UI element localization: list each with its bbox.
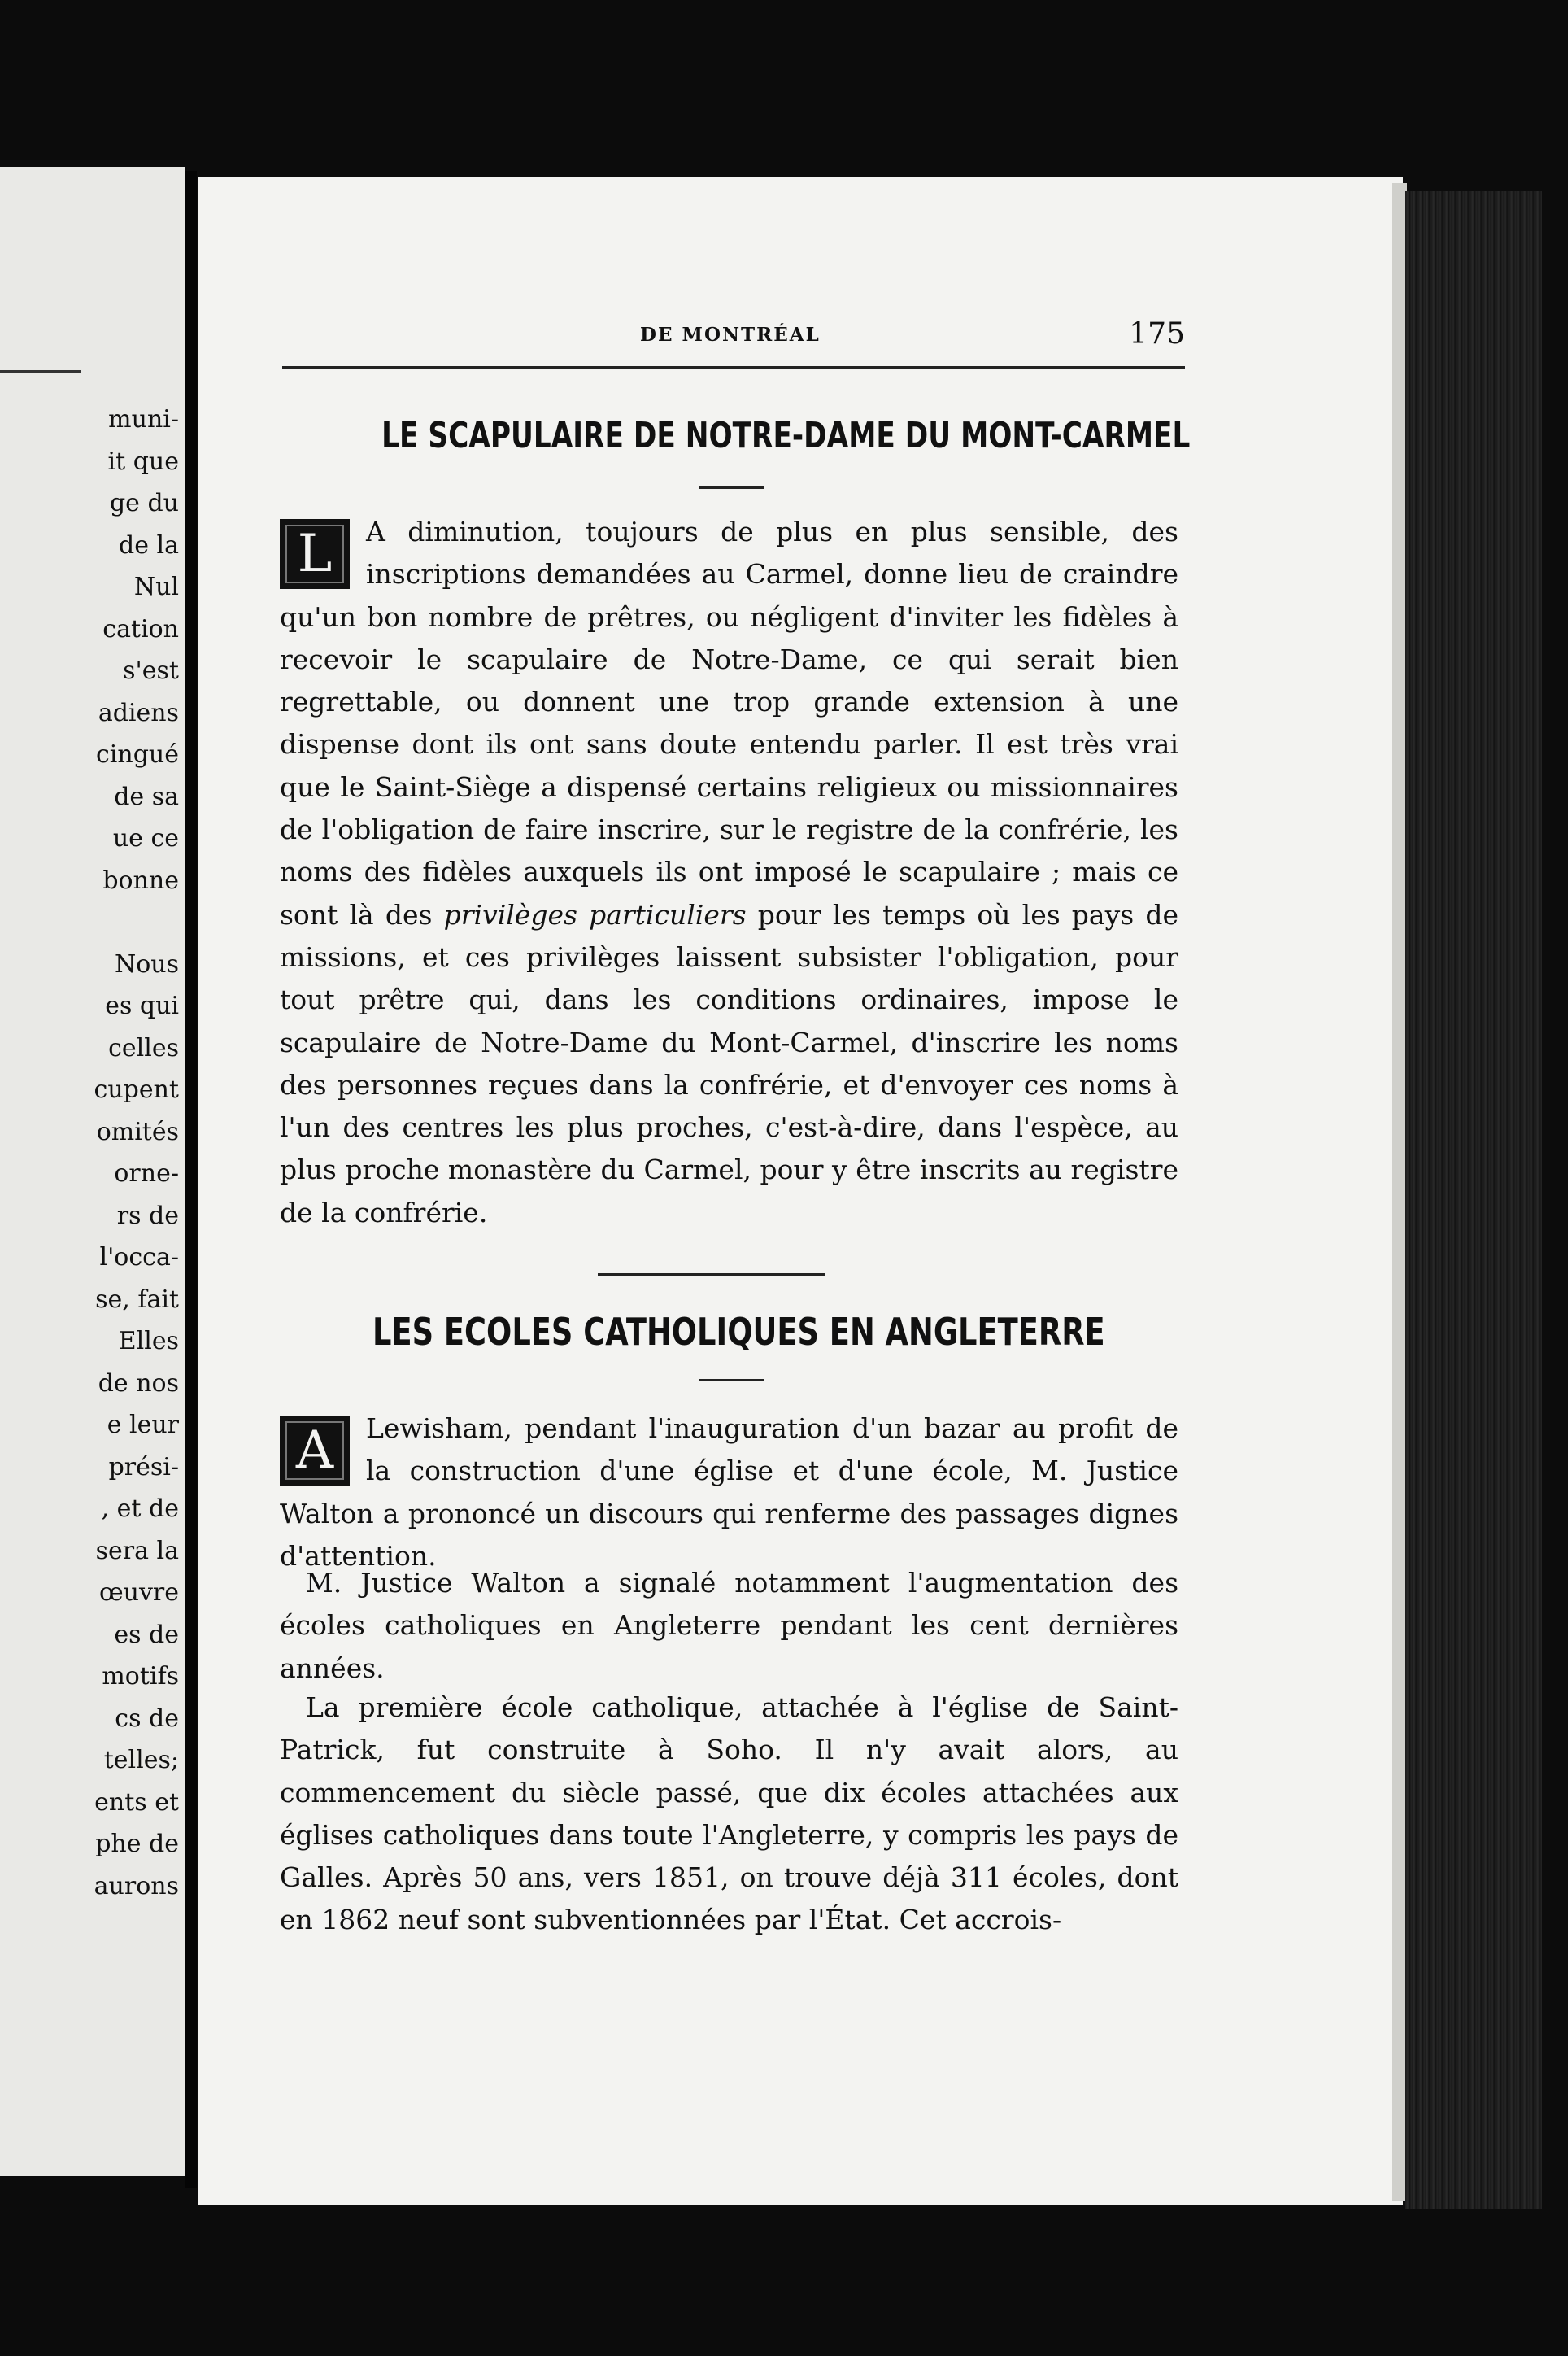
running-head: DE MONTRÉAL [640, 324, 821, 346]
left-page-line: e leur [107, 1411, 179, 1439]
left-page-line: cupent [94, 1075, 179, 1104]
left-page-line: Elles [118, 1327, 179, 1355]
left-page-line: rs de [116, 1201, 179, 1230]
left-page-text [16, 399, 179, 1907]
left-page-line: bonne [102, 866, 179, 895]
left-page-line: l'occa- [99, 1243, 179, 1272]
page-stack-edge [1405, 191, 1542, 2209]
left-page-line [16, 901, 179, 944]
left-page-line: orne- [114, 1159, 179, 1188]
left-page-line: ge du [109, 489, 179, 517]
body-text: Lewisham, pendant l'inauguration d'un bazar au profit de la construction d'une église et d'une école, M. Justice Walton a prononcé un discours qui renferme des passages dignes d'attention. [280, 1412, 1178, 1572]
italic-phrase: privilèges particuliers [443, 898, 747, 931]
title-underline [699, 1379, 764, 1381]
left-page-line: de la [119, 530, 179, 560]
left-page [0, 167, 185, 2176]
left-page-line: Nous [114, 949, 179, 979]
left-page-line: cingué [96, 740, 179, 769]
left-page-line: muni- [108, 405, 179, 434]
left-page-line: celles [108, 1033, 179, 1062]
left-page-line: ue ce [112, 824, 179, 853]
section-separator [598, 1273, 825, 1276]
left-page-line: aurons [94, 1871, 179, 1900]
page-header [282, 317, 1185, 356]
left-page-line: , et de [101, 1494, 179, 1523]
left-page-line: Nul [133, 573, 179, 601]
left-page-line: es qui [105, 992, 179, 1020]
left-page-line: ents et [94, 1787, 179, 1817]
left-page-line: omités [96, 1117, 179, 1146]
body-text: pour les temps où les pays de missions, et ces privilèges laissent subsister l'obligation, pour tout prêtre qui, dans les conditions ordinaires, impose le scapulaire de Notre-Dame du Mont-Carmel, d'inscrire les noms des personnes reçues dans la confrérie, et d'envoyer ces noms à l'un des centres les plus proches, c'est-à-dire, dans l'espèce, au plus proche monastère du Carmel, pour y être inscrits au registre de la confrérie. [280, 898, 1178, 1228]
paragraph [280, 1407, 1178, 1577]
left-page-line: es de [114, 1620, 179, 1649]
left-page-rule [0, 370, 81, 373]
left-page-line: cs de [115, 1704, 179, 1733]
paragraph: M. Justice Walton a signalé notamment l'augmentation des écoles catholiques en Angleterre pendant les cent dernières années. [280, 1567, 1178, 1684]
article-body-scapulaire [280, 511, 1178, 1234]
article-title-scapulaire: LE SCAPULAIRE DE NOTRE-DAME DU MONT-CARMEL [381, 415, 1191, 456]
left-page-line: de sa [114, 782, 179, 811]
page-number: 175 [1129, 317, 1185, 351]
body-text: A diminution, toujours de plus en plus sensible, des inscriptions demandées au Carmel, donne lieu de craindre qu'un bon nombre de prêtres, ou négligent d'inviter les fidèles à recevoir le scapulaire de Notre-Dame, ce qui serait bien regrettable, ou donnent une trop grande extension à une dispense dont ils ont sans doute entendu parler. Il est très vrai que le Saint-Siège a dispensé certains religieux ou missionnaires de l'obligation de faire inscrire, sur le registre de la confrérie, les noms des fidèles auxquels ils ont imposé le scapulaire ; mais ce sont là des [280, 516, 1178, 931]
left-page-line: it que [107, 447, 179, 476]
left-page-line: telles; [103, 1746, 179, 1774]
left-page-line: se, fait [95, 1285, 179, 1314]
left-page-line: s'est [123, 657, 179, 685]
left-page-line: sera la [95, 1536, 179, 1565]
left-page-line: prési- [108, 1452, 179, 1481]
left-page-line: adiens [98, 698, 179, 727]
dropcap-a: A [280, 1416, 350, 1486]
title-underline [699, 486, 764, 489]
gutter [185, 171, 197, 2188]
dropcap-l: L [280, 519, 350, 589]
left-page-line: œuvre [98, 1578, 179, 1607]
left-page-line: cation [102, 614, 179, 644]
left-page-line: phe de [95, 1830, 179, 1858]
left-page-line: de nos [98, 1368, 179, 1398]
paragraph: La première école catholique, attachée à l'église de Saint-Patrick, fut construite à Soho. Il n'y avait alors, au commencement du siècle passé, que dix écoles attachées aux églises catholiques dans toute l'Angleterre, y compris les pays de Galles. Après 50 ans, vers 1851, on trouve déjà 311 écoles, dont en 1862 neuf sont subventionnées par l'État. Cet accrois- [280, 1691, 1178, 1936]
left-page-line: motifs [102, 1662, 179, 1691]
header-rule [282, 366, 1185, 369]
article-title-ecoles: LES ECOLES CATHOLIQUES EN ANGLETERRE [372, 1310, 1105, 1354]
